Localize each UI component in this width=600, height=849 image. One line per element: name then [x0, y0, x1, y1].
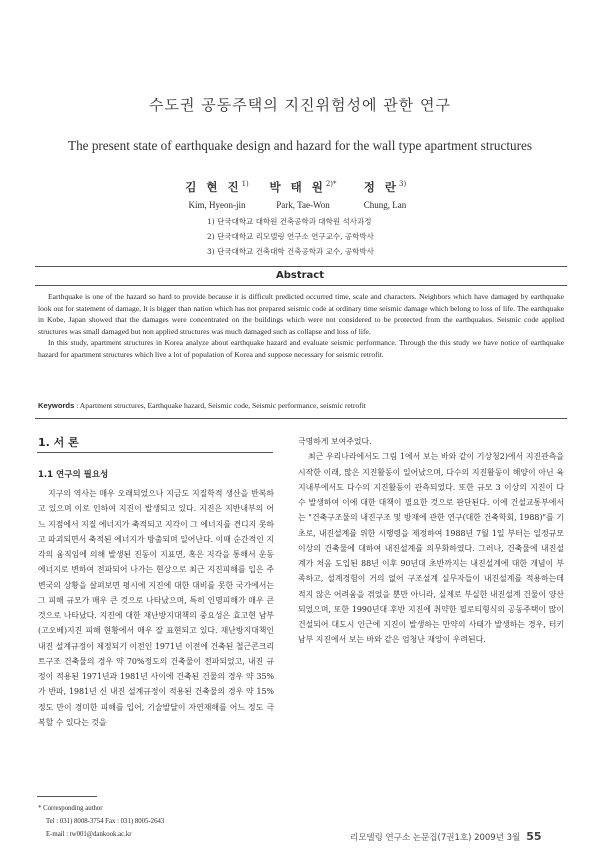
abstract-paragraph: In this study, apartment structures in Korea analyze about earthquake hazard and evaluate seismic performance. Through the this study we have notice of earthquake hazard for apartment structures which live a lot of population of Korea and suppose necessary for seismic retrofit.: [38, 338, 564, 359]
abstract-heading: Abstract: [275, 270, 325, 281]
footnote-email: E-mail : tw001@dankook.ac.kr: [46, 831, 132, 838]
page-footer: [350, 830, 542, 843]
footnote: [38, 802, 164, 841]
section-heading: 1. 서 론: [38, 436, 79, 449]
right-column-text: [298, 434, 564, 648]
paper-title-english: The present state of earthquake design and hazard for the wall type apartment structures: [68, 138, 532, 153]
affiliations: [207, 214, 374, 259]
author-name-en: Park, Tae-Won: [276, 200, 330, 210]
body-paragraph: 극명하게 보여주었다.: [298, 437, 372, 446]
affiliation-1: 1) 단국대학교 대학원 건축공학과 대학원 석사과정: [207, 217, 372, 226]
affiliation-3: 3) 단국대학교 건축대학 건축공학과 교수, 공학박사: [207, 247, 374, 256]
abstract-top-rule: [35, 266, 567, 267]
subsection-heading: 1.1 연구의 필요성: [38, 470, 109, 480]
body-paragraph: 최근 우리나라에서도 그림 1에서 보는 바와 같이 기상청2)에서 지진관측을 시작한 이래, 많은 지진활동이 일어났으며, 다수의 지진활동이 해양이 아닌 육지내부에서도 다수의 지진활동이 관측되었다. 또한 규모 3 이상의 지진이 다수 발생하여 이에 대한 대책이 필요한 것으로 판단된다. 이에 건설교통부에서는 "건축구조물의 내진구조 및 방재에 관한 연구(대한 건축학회, 1988)"를 기초로, 내진설계를 위한 시행령을 제정하여 1988년 7월 1일 부터는 일정규모 이상의 건축물에 대하여 내진설계를 의무화하였다. 그러나, 건축물에 내진설계가 처음 도입된 88년 이후 90년대 초반까지는 내진설계에 대한 개념이 부족하고, 설계경험이 거의 없어 구조설계 실무자들이 내진설계를 적용하는데 적지 않은 어려움을 겪었을 뿐만 아니라, 실제로 부실한 내진설계 건물이 양산되었으며, 또한 1990년대 후반 지진에 취약한 필로티형식의 공동주택이 많이 건설되어 대도시 인근에 지진이 발생하는 만약의 사태가 발생하는 경우, 터키 남부 지진에서 보는 바와 같은 엄청난 재앙이 우려된다.: [298, 452, 564, 645]
keywords-list: : Apartment structures, Earthquake hazard, Seismic code, Seismic performance, seismic retrofit: [74, 401, 366, 410]
paper-title-korean: 수도권 공동주택의 지진위험성에 관한 연구: [149, 96, 451, 114]
abstract-body: [38, 291, 564, 360]
author-2: [258, 176, 348, 210]
abstract-paragraph: Earthquake is one of the hazard so hard to provide because it is difficult predicted occurred time, scale and characters. Neighbors which have damaged by earthquake look out for statement of damage, It is bigger than nation which has not prepared seismic code at ordinary time seismic damage which belong to loss of life. The earthquake in Kobe, Japan showed that the damages were concentrated on the buildings which were not considered to be protected from the earthquakes. Seismic code applied structures was small damaged but non applied structures was much damaged such as collapse and loss of life.: [38, 292, 564, 336]
keywords-rule: [35, 418, 567, 419]
author-name-en: Chung, Lan: [363, 200, 407, 210]
footnote-tel: Tel : 031) 8008-3754 Fax : 031) 8005-2643: [46, 818, 165, 825]
footnote-label: * Corresponding author: [38, 805, 103, 812]
author-name-ko: 김 현 진$^{1)}$: [185, 180, 249, 194]
journal-info: 리모델링 연구소 논문집(7권1호) 2009년 3월: [350, 833, 521, 843]
author-name-en: Kim, Hyeon-jin: [188, 200, 246, 210]
page-number: 55: [526, 830, 542, 843]
footnote-rule: [37, 796, 97, 797]
body-paragraph: 지구의 역사는 매우 오래되었으나 지금도 지질학적 생산을 반복하고 있으며 이로 인하여 지진이 발생되고 있다. 지진은 지반내부의 어느 지점에서 지질 에너지가 축적되고 지각이 그 에너지를 견디지 못하고 파괴되면서 축적된 에너지가 방출되며 일어난다. 이때 순간적인 지각의 움직임에 의해 발생된 진동이 지표면, 혹은 지각을 통해서 운동에너지로 변하여 전파되어 나가는 현상으로 최근 지진피해를 입은 주변국의 상황을 살펴보면 평시에 지진에 대한 대비를 못한 국가에서는 그 피해 규모가 매우 큰 것으로 나타났으며, 특히 인명피해가 매우 큰 것으로 나타났다. 지진에 대한 재난방지대책의 중요성은 효고현 남부(고오베)지진 피해 현황에서 매우 잘 표현되고 있다. 재난방지대책인 내진 설계규정이 제정되기 이전인 1971년 이전에 건축된 철근콘크리트구조 건축물의 경우 약 70%정도의 건축물이 전파되었고, 내진 규정이 적용된 1971년과 1981년 사이에 건축된 건물의 경우 약 35%가 반파, 1981년 신 내진 설계규정이 적용된 건축물의 경우 약 15% 정도 만이 경미한 피해를 입어, 기술발달이 자연재해를 어느 정도 극복할 수 있다는 것을: [38, 489, 275, 727]
abstract-heading-rule: [35, 285, 567, 286]
author-name-ko: 정 란$^{3)}$: [363, 180, 407, 194]
section-rule: [37, 452, 273, 453]
keywords-label: Keywords: [38, 401, 75, 410]
affiliation-2: 2) 단국대학교 리모델링 연구소 연구교수, 공학박사: [207, 232, 374, 241]
author-1: [172, 176, 262, 210]
left-column-text: [38, 486, 274, 730]
keywords: [38, 401, 564, 410]
author-name-ko: 박 태 원$^{2)*}$: [269, 180, 337, 194]
author-3: [340, 176, 430, 210]
